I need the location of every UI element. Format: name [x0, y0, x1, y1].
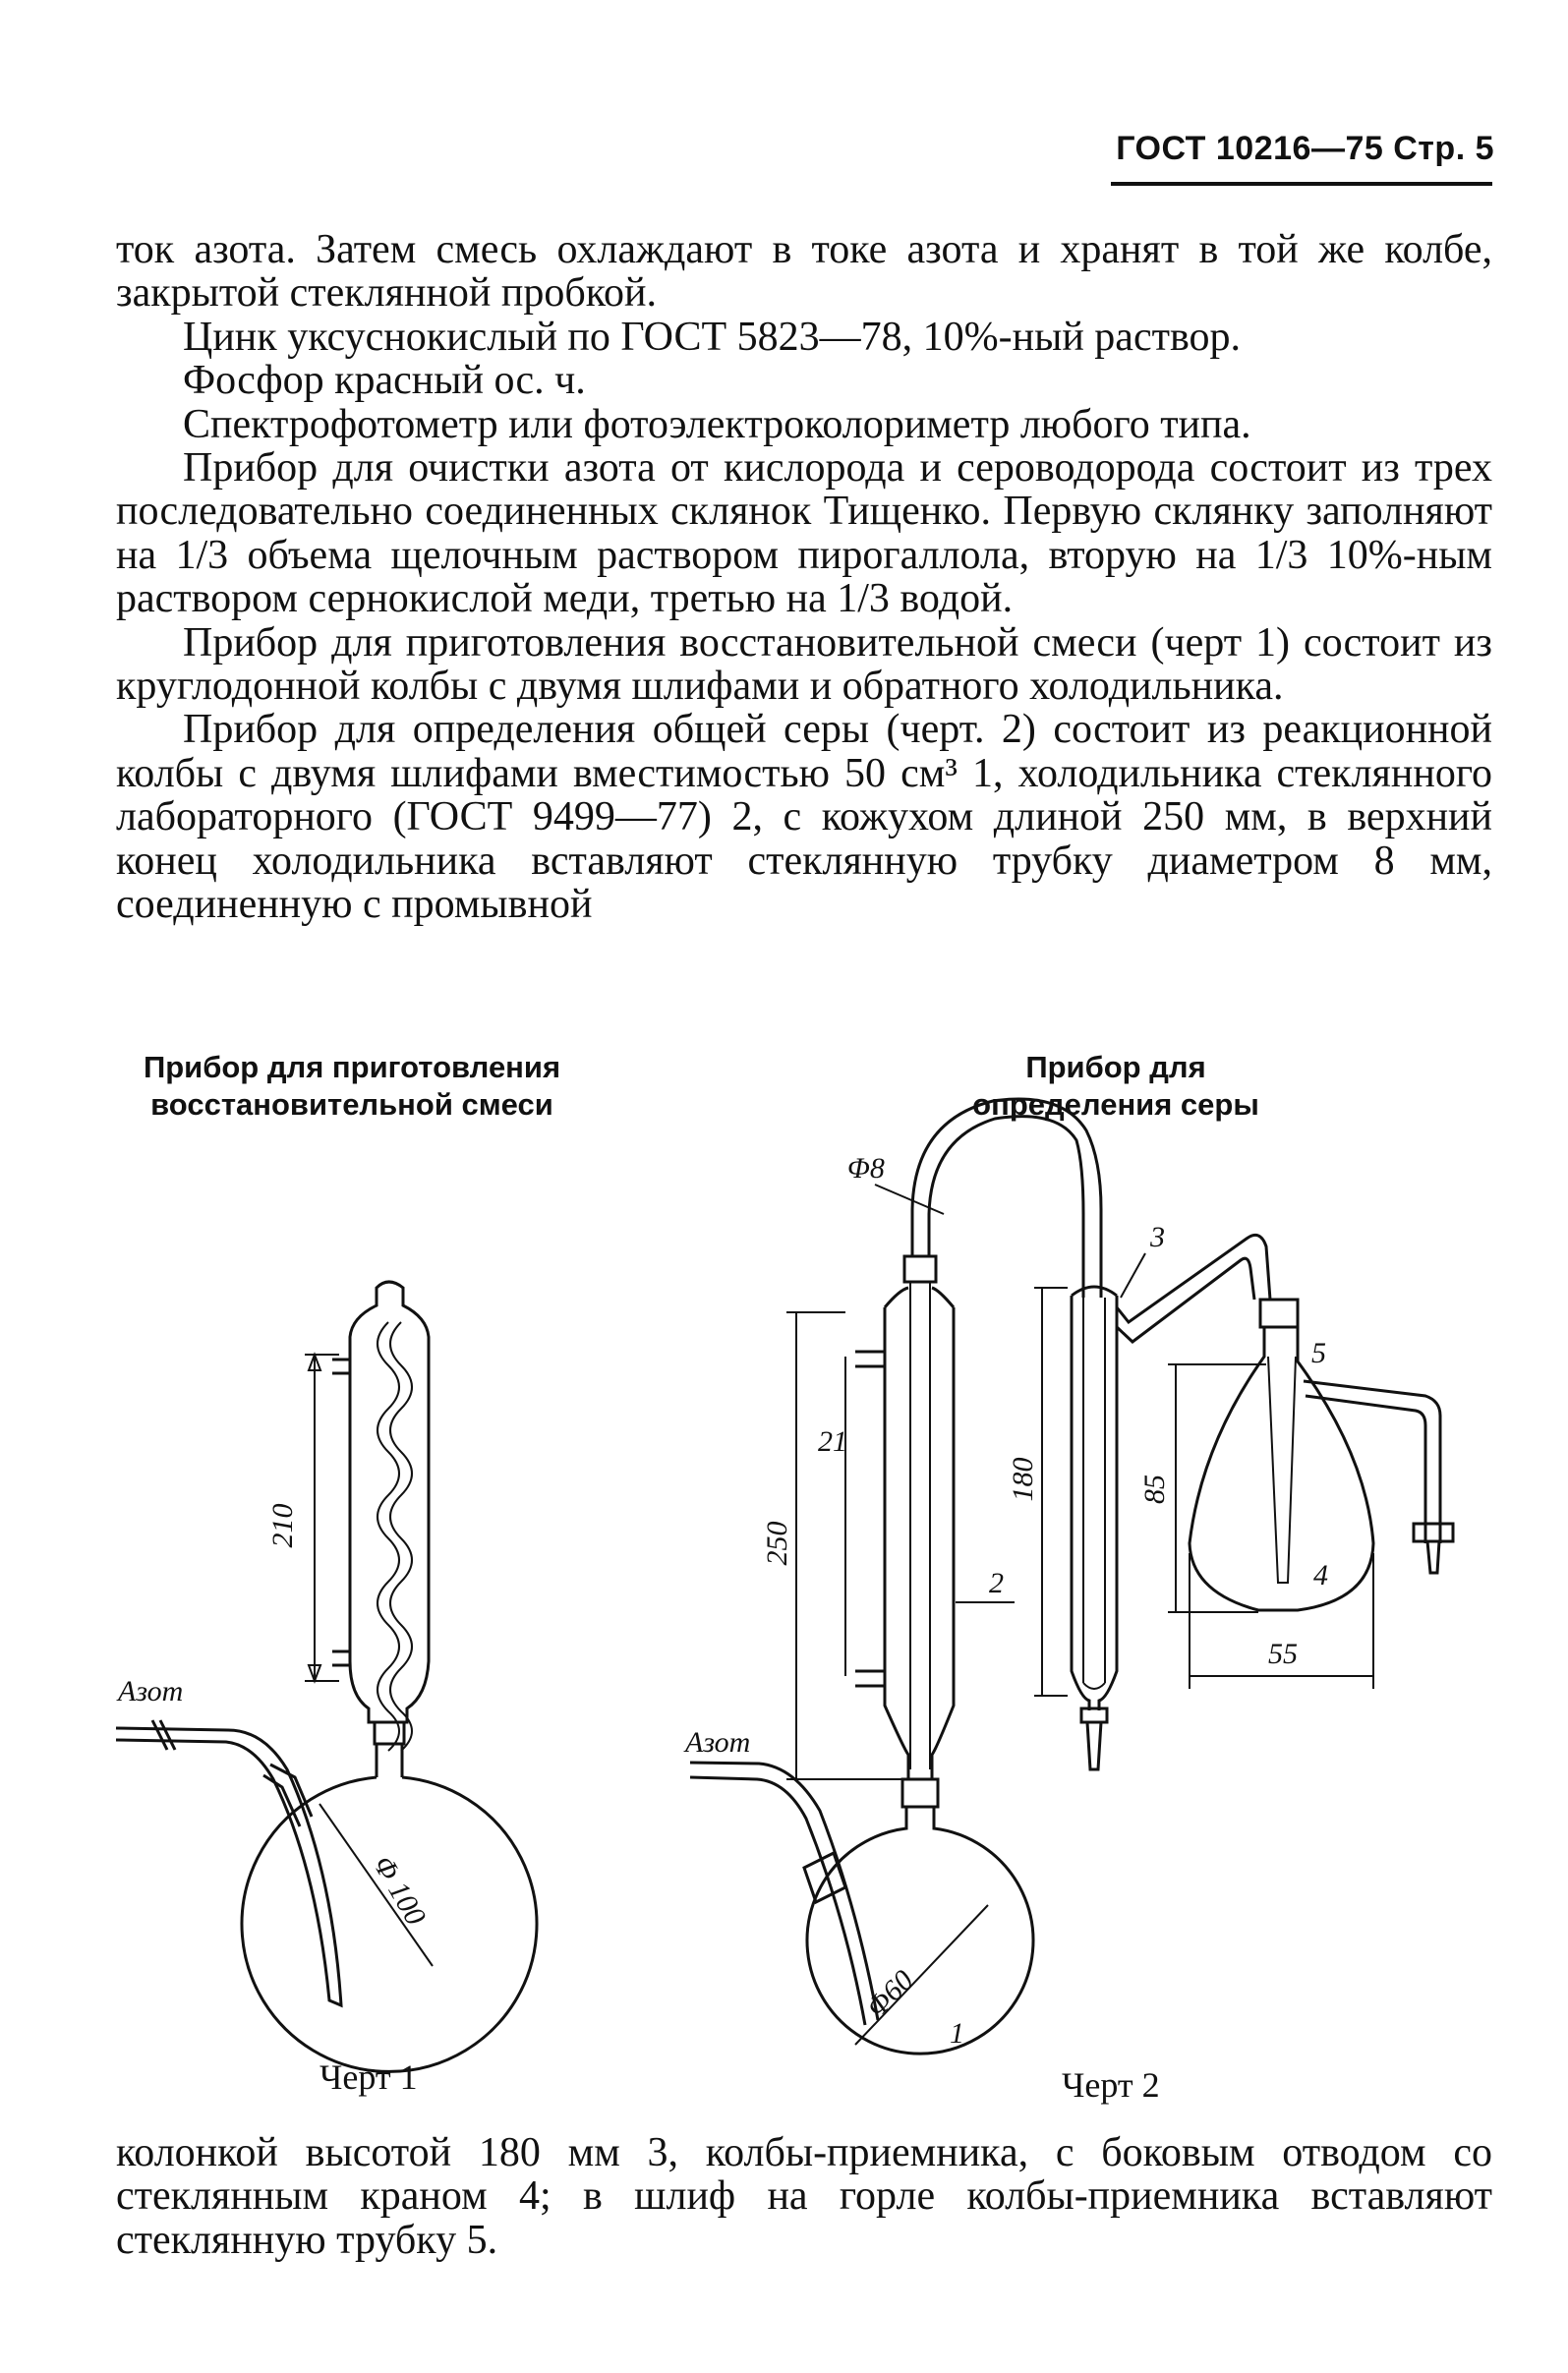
- fig2-flask: [807, 1807, 1033, 2054]
- header-page: Стр. 5: [1393, 130, 1494, 167]
- fig1-flask: [242, 1777, 537, 2071]
- fig2-flask-dim-line: [855, 1905, 988, 2045]
- fig2-part-1: 1: [950, 2017, 964, 2050]
- fig2-tube-diameter: Φ8: [847, 1152, 885, 1185]
- fig2-dim-column-line: [1034, 1288, 1068, 1696]
- fig2-column-inner: [1083, 1298, 1105, 1689]
- fig1-port-top: [332, 1360, 350, 1373]
- paragraph-5: Прибор для очистки азота от кислорода и сероводорода состоит из трех последовательно соединенных склянок Тищенко. Первую склянку заполняют на 1/3 объема щелочным раствором пирогаллола, вторую на 1/3 10%-ным раствором сернокислой меди, третью на 1/3 водой.: [116, 445, 1492, 622]
- fig2-inner-tube-5: [1268, 1357, 1296, 1583]
- fig1-dim-height: 210: [266, 1503, 299, 1548]
- fig2-column: [1072, 1287, 1117, 1710]
- fig2-stopper: [904, 1256, 936, 1282]
- fig1-dim-diameter: Φ 100: [367, 1850, 433, 1932]
- fig2-receiver-flask: [1190, 1327, 1373, 1610]
- fig1-gas-label: Азот: [118, 1675, 184, 1707]
- figure2-drawing: [683, 1099, 1453, 2054]
- figure2-label: Черт 2: [1062, 2065, 1160, 2105]
- fig2-dim-column: 180: [1007, 1457, 1039, 1502]
- fig2-gas-label: Азот: [685, 1726, 751, 1759]
- fig2-condenser-jacket: [885, 1288, 954, 1779]
- fig2-dim-receiver-height: 85: [1138, 1475, 1171, 1504]
- fig1-inlet-tube: [116, 1728, 341, 2005]
- fig2-tube-leader: [875, 1185, 944, 1214]
- paragraph-3: Фосфор красный ос. ч.: [183, 358, 586, 404]
- fig2-dim-jacket: 21: [818, 1425, 847, 1458]
- fig2-dim-receiver-width: 55: [1268, 1638, 1298, 1670]
- fig2-connector: [1117, 1235, 1270, 1342]
- fig2-inlet-tube: [690, 1763, 878, 2025]
- fig1-condenser-jacket: [350, 1282, 429, 1722]
- fig1-clamp: [152, 1720, 175, 1750]
- fig2-part-5: 5: [1311, 1337, 1326, 1369]
- fig2-dim-flask: Φ60: [859, 1963, 920, 2024]
- header-doc: ГОСТ 10216—75: [1116, 130, 1384, 167]
- figure1-caption: Прибор для приготовления восстановительной смеси: [143, 1050, 561, 1122]
- fig2-ports: [855, 1352, 885, 1686]
- fig2-receiver-arm: [1304, 1381, 1440, 1543]
- fig1-condenser-bulbs: [377, 1322, 399, 1751]
- paragraph-6: Прибор для приготовления восстановительной смеси (черт 1) состоит из круглодонной колбы с двумя шлифами и обратного холодильника.: [116, 619, 1492, 710]
- fig2-part-3-leader: [1121, 1253, 1145, 1298]
- paragraph-4: Спектрофотометр или фотоэлектроколориметр любого типа.: [183, 401, 1251, 447]
- fig2-flask-joint: [902, 1779, 938, 1807]
- fig2-inner-tube: [910, 1282, 930, 1769]
- fig1-port-bottom: [332, 1651, 350, 1665]
- fig2-top-tube: [912, 1099, 1101, 1298]
- fig1-condenser-bulbs-2: [390, 1322, 412, 1751]
- fig2-part-2: 2: [989, 1567, 1004, 1599]
- fig2-receiver-cock: [1414, 1524, 1453, 1573]
- fig2-part-3: 3: [1150, 1221, 1165, 1253]
- figure1-label: Черт 1: [319, 2057, 418, 2097]
- figure2-caption: Прибор для определения серы: [972, 1050, 1259, 1122]
- fig2-dim-total: 250: [761, 1521, 793, 1566]
- fig2-dim-85-line: [1168, 1364, 1266, 1612]
- paragraph-2: Цинк уксуснокислый по ГОСТ 5823—78, 10%-ный раствор.: [183, 314, 1241, 360]
- fig2-part-4: 4: [1313, 1559, 1328, 1592]
- paragraph-after-figures: колонкой высотой 180 мм 3, колбы-приемника, с боковым отводом со стеклянным краном 4; в шлиф на горле колбы-приемника вставляют стеклянную трубку 5.: [116, 2130, 1492, 2263]
- paragraph-1: ток азота. Затем смесь охлаждают в токе азота и хранят в той же колбе, закрытой стеклянной пробкой.: [116, 227, 1492, 317]
- body-text-bottom: [116, 2131, 1492, 2262]
- fig2-stopcock: [1081, 1708, 1107, 1769]
- figure1-drawing: [116, 1282, 537, 2071]
- fig1-dim-line: [305, 1355, 339, 1681]
- paragraph-7: Прибор для определения общей серы (черт. 2) состоит из реакционной колбы с двумя шлифами вместимостью 50 см³ 1, холодильника стеклянного лабораторного (ГОСТ 9499—77) 2, с кожухом длиной 250 мм, в верхний конец холодильника вставляют стеклянную трубку диаметром 8 мм, соединенную с промывной: [116, 707, 1492, 928]
- fig2-receiver-joint: [1260, 1300, 1298, 1327]
